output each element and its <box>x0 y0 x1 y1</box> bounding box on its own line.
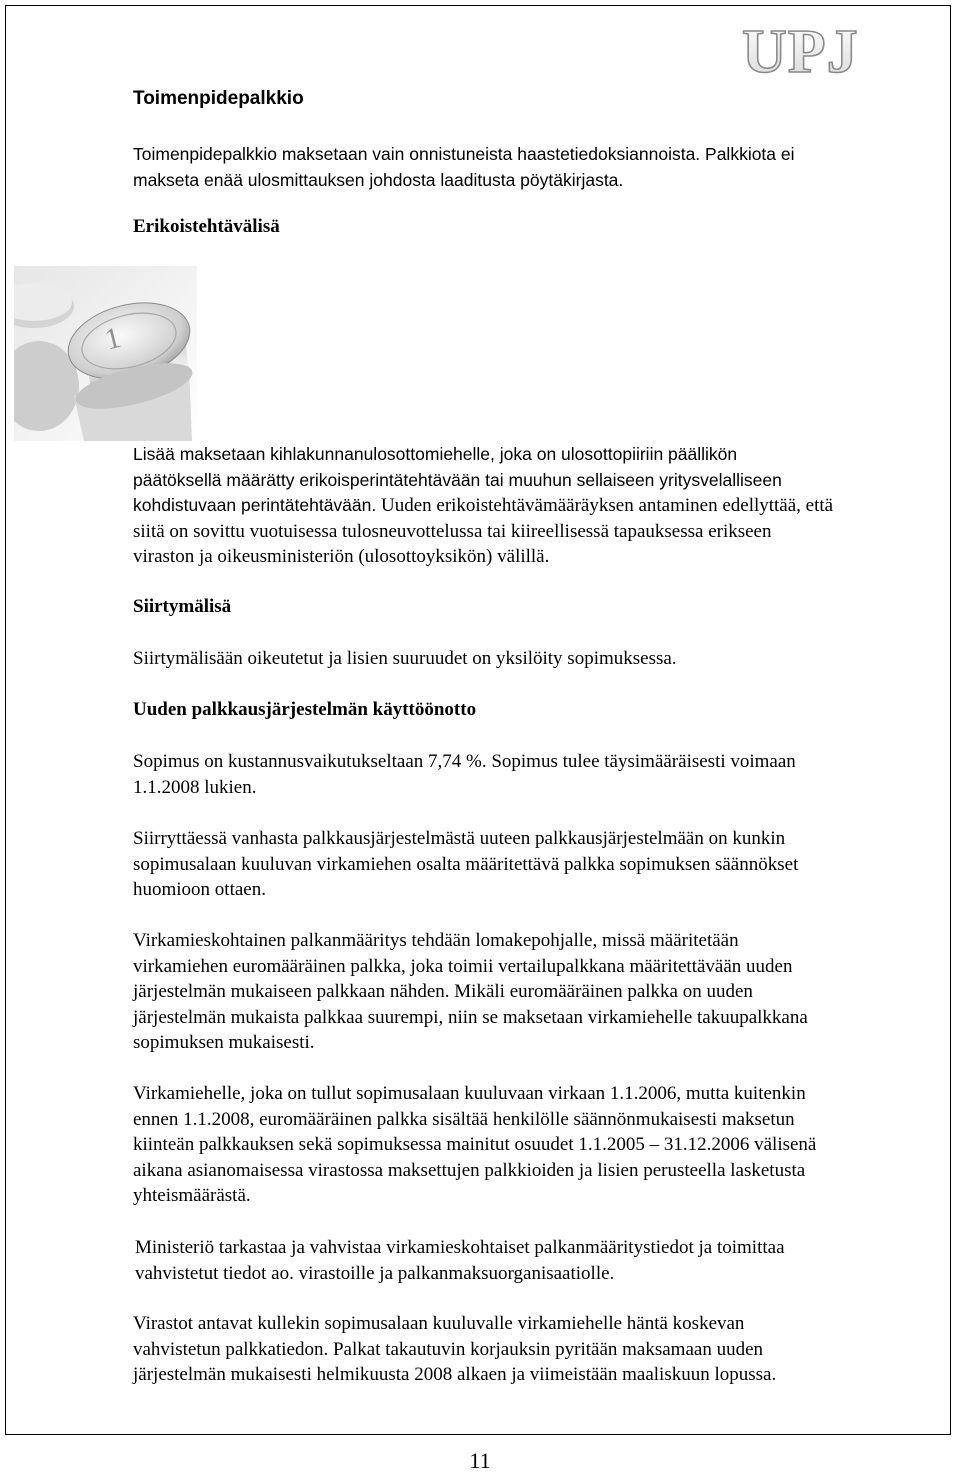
page-number: 11 <box>469 1448 491 1473</box>
paragraph-siirryttaessa: Siirryttäessä vanhasta palkkausjärjestelmästä uuteen palkkausjärjestelmään on kunkin sopimusalaan kuuluvan virkamiehen osalta määritettävä palkka sopimuksen säännökset huomioon ottaen. <box>133 828 799 900</box>
paragraph-ministerio: Ministeriö tarkastaa ja vahvistaa virkamieskohtaiset palkanmääritystiedot ja toimittaa vahvistetut tiedot ao. virastoille ja palkanmaksuorganisaatiolle. <box>135 1237 785 1284</box>
paragraph-erikoistehtavalisa: Lisää maksetaan kihlakunnanulosottomiehelle, joka on ulosottopiiriin päällikön päätöksellä määrätty erikoisperintätehtävään tai muuhun sellaiseen yritysvelalliseen kohdistuvaan perintätehtävään. Uuden erikoistehtävämääräyksen antaminen edellyttää, että siitä on sovittu vuotuisessa tulosneuvottelussa tai kiireellisessä tapauksessa erikseen viraston ja oikeusministeriön (ulosottoyksikön) välillä. <box>133 444 834 567</box>
paragraph-toimenpidepalkkio: Toimenpidepalkkio maksetaan vain onnistuneista haastetiedoksiannoista. Palkkiota ei makseta enää ulosmittauksen johdosta laaditusta pöytäkirjasta. <box>133 144 795 190</box>
upj-logo <box>740 18 870 80</box>
paragraph-virkamiehelle: Virkamiehelle, joka on tullut sopimusalaan kuuluvaan virkaan 1.1.2006, mutta kuitenkin ennen 1.1.2008, euromääräinen palkka sisältää henkilölle säännönmukaisesti maksetun kiinteän palkkauksen sekä sopimuksessa mainitut osuudet 1.1.2005 – 31.12.2006 välisenä aikana asianomaisessa virastossa maksettujen palkkioiden ja lisien perusteella lasketusta yhteismäärästä. <box>133 1083 817 1206</box>
coin-stack-image <box>14 266 197 441</box>
paragraph-palkanmaaritys: Virkamieskohtainen palkanmääritys tehdään lomakepohjalle, missä määritetään virkamiehen euromääräinen palkka, joka toimii vertailupalkkana määritettävään uuden järjestelmän mukaiseen palkkaan nähden. Mikäli euromääräinen palkka on uuden järjestelmän mukaista palkkaa suurempi, niin se maksetaan virkamiehelle takuupalkkana sopimuksen mukaisesti. <box>133 930 808 1053</box>
paragraph-virastot: Virastot antavat kullekin sopimusalaan kuuluvalle virkamiehelle häntä koskevan vahvistetun palkkatiedon. Palkat takautuvin korjauksin pyritään maksamaan uuden järjestelmän mukaisesti helmikuusta 2008 alkaen ja viimeistään maaliskuun lopussa. <box>133 1313 777 1385</box>
heading-uuden-palkkausjarjestelman: Uuden palkkausjärjestelmän käyttöönotto <box>133 699 477 720</box>
paragraph-kustannusvaikutus: Sopimus on kustannusvaikutukseltaan 7,74 %. Sopimus tulee täysimääräisesti voimaan 1.1.2008 lukien. <box>133 751 796 798</box>
paragraph-siirtymalisa: Siirtymälisään oikeutetut ja lisien suuruudet on yksilöity sopimuksessa. <box>133 648 677 669</box>
heading-toimenpidepalkkio: Toimenpidepalkkio <box>133 88 304 109</box>
svg-text:1: 1 <box>101 320 125 357</box>
heading-siirtymalisa: Siirtymälisä <box>133 596 232 617</box>
svg-text:UPJ: UPJ <box>742 18 859 80</box>
heading-erikoistehtavalisa: Erikoistehtävälisä <box>133 216 280 237</box>
